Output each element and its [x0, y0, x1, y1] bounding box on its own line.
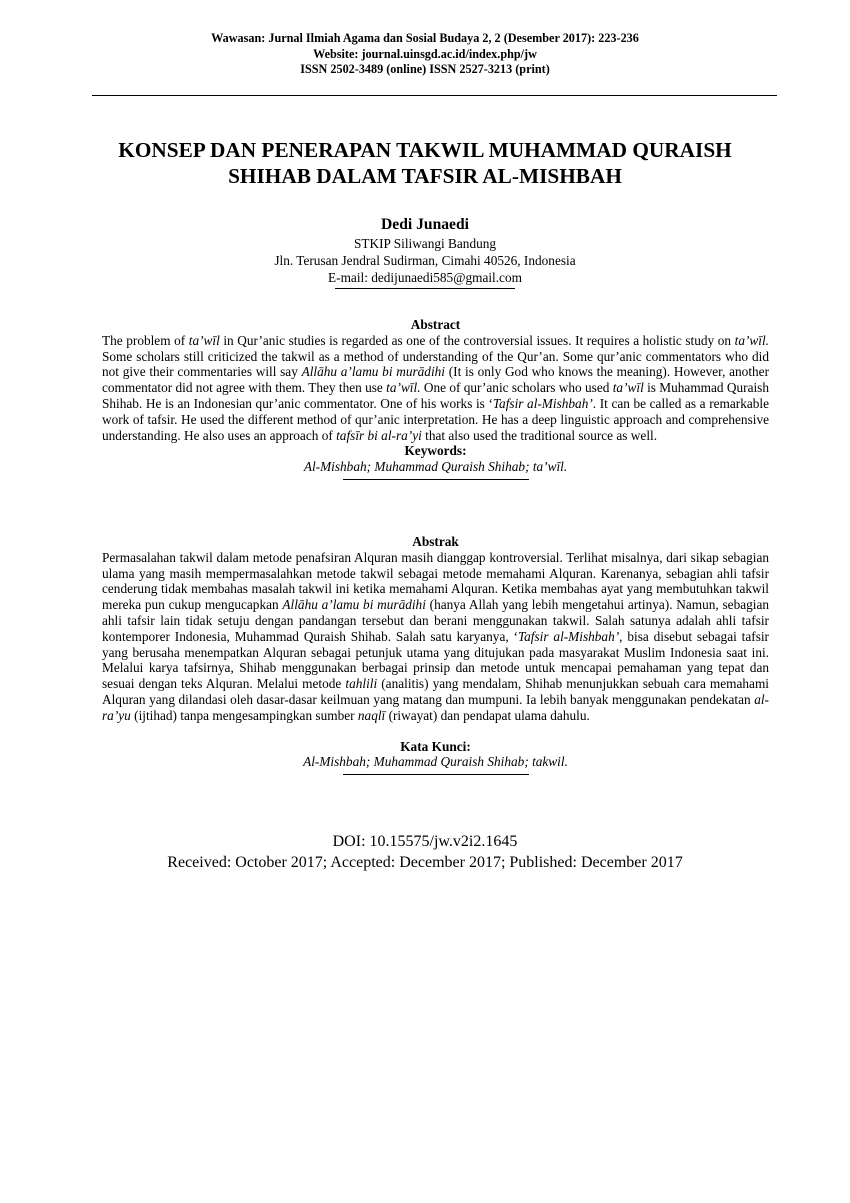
keywords-label: Keywords:	[404, 443, 467, 459]
author-divider	[335, 288, 515, 289]
doi: DOI: 10.15575/jw.v2i2.1645	[332, 833, 518, 850]
title-line-1: KONSEP DAN PENERAPAN TAKWIL MUHAMMAD QURAISH	[118, 138, 732, 162]
author-block	[0, 215, 850, 289]
journal-issn: ISSN 2502-3489 (online) ISSN 2527-3213 (print)	[300, 62, 550, 76]
abstract-heading: Abstract	[410, 317, 461, 332]
publication-info	[0, 831, 850, 873]
journal-website: Website: journal.uinsgd.ac.id/index.php/jw	[313, 46, 537, 61]
abstract-indonesian	[102, 534, 769, 775]
header-divider	[92, 95, 777, 96]
abstract-divider	[343, 479, 529, 480]
keywords-list: Al-Mishbah; Muhammad Quraish Shihab; ta’wīl.	[303, 459, 568, 475]
author-email: E-mail: dedijunaedi585@gmail.com	[328, 270, 522, 285]
kata-kunci-list: Al-Mishbah; Muhammad Quraish Shihab; takwil.	[303, 754, 568, 770]
author-name: Dedi Junaedi	[381, 216, 469, 233]
abstract-english	[102, 317, 769, 480]
journal-citation: Wawasan: Jurnal Ilmiah Agama dan Sosial Budaya 2, 2 (Desember 2017): 223-236	[211, 31, 639, 45]
paper-title	[60, 137, 790, 189]
abstrak-body: Permasalahan takwil dalam metode penafsiran Alquran masih dianggap kontroversial. Terlihat misalnya, dari sikap sebagian ulama yang masih mempermasalahkan metode takwil sebagai metode memahami Alquran. Karenanya, sebagian ahli tafsir cenderung tidak membahas masalah takwil ini ketika memahami Alquran. Ketika membahas ayat yang membutuhkan takwil mereka pun cukup mengucapkan Allāhu a’lamu bi murādihi (hanya Allah yang lebih mengetahui artinya). Namun, sebagian ahli tafsir lain tidak setuju dengan pandangan tersebut dan berani menggunakan takwil. Salah satunya adalah ahli tafsir kontemporer Indonesia, Muhammad Quraish Shihab. Salah satu karyanya, ‘Tafsir al-Mishbah’, bisa disebut sebagai tafsir yang berusaha menempatkan Alquran sebagai petunjuk utama yang ditujukan pada masyarakat Muslim Indonesia saat ini. Melalui karya tafsirnya, Shihab menggunakan berbagai prinsip dan metode untuk mencapai pemahaman yang tepat dan sesuai dengan teks Alquran. Melalui metode tahlili (analitis) yang mendalam, Shihab menunjukkan sebuah cara memahami Alquran yang dilandasi oleh dasar-dasar keilmuan yang matang dan mumpuni. Ia lebih banyak menggunakan pendekatan al-ra’yu (ijtihad) tanpa mengesampingkan sumber naqlī (riwayat) dan pendapat ulama dahulu.	[102, 549, 770, 723]
abstract-body: The problem of ta’wīl in Qur’anic studies is regarded as one of the controversial issues. It requires a holistic study on ta’wīl. Some scholars still criticized the takwil as a method of understanding of the Qur’an. Some qur’anic commentators who did not give their commentaries will say Allāhu a’lamu bi murādihi (It is only God who knows the meaning). However, another commentator did not agree with them. They then use ta’wīl. One of qur’anic scholars who used ta’wīl is Muhammad Quraish Shihab. He is an Indonesian qur’anic commentator. One of his works is ‘Tafsir al-Mishbah’. It can be called as a remarkable work of tafsir. He used the different method of qur’anic interpretation. He has a deep linguistic approach and comprehensive understanding. He also uses an approach of tafsīr bi al-ra’yi that also used the traditional source as well.	[102, 332, 769, 443]
title-line-2: SHIHAB DALAM TAFSIR AL-MISHBAH	[228, 164, 622, 188]
author-institution: STKIP Siliwangi Bandung	[353, 236, 497, 251]
author-address: Jln. Terusan Jendral Sudirman, Cimahi 40526, Indonesia	[274, 253, 576, 268]
publication-dates: Received: October 2017; Accepted: December 2017; Published: December 2017	[167, 854, 683, 871]
abstrak-divider	[343, 774, 529, 775]
abstrak-heading: Abstrak	[412, 534, 459, 549]
kata-kunci-label: Kata Kunci:	[400, 738, 471, 754]
journal-header	[0, 31, 850, 78]
